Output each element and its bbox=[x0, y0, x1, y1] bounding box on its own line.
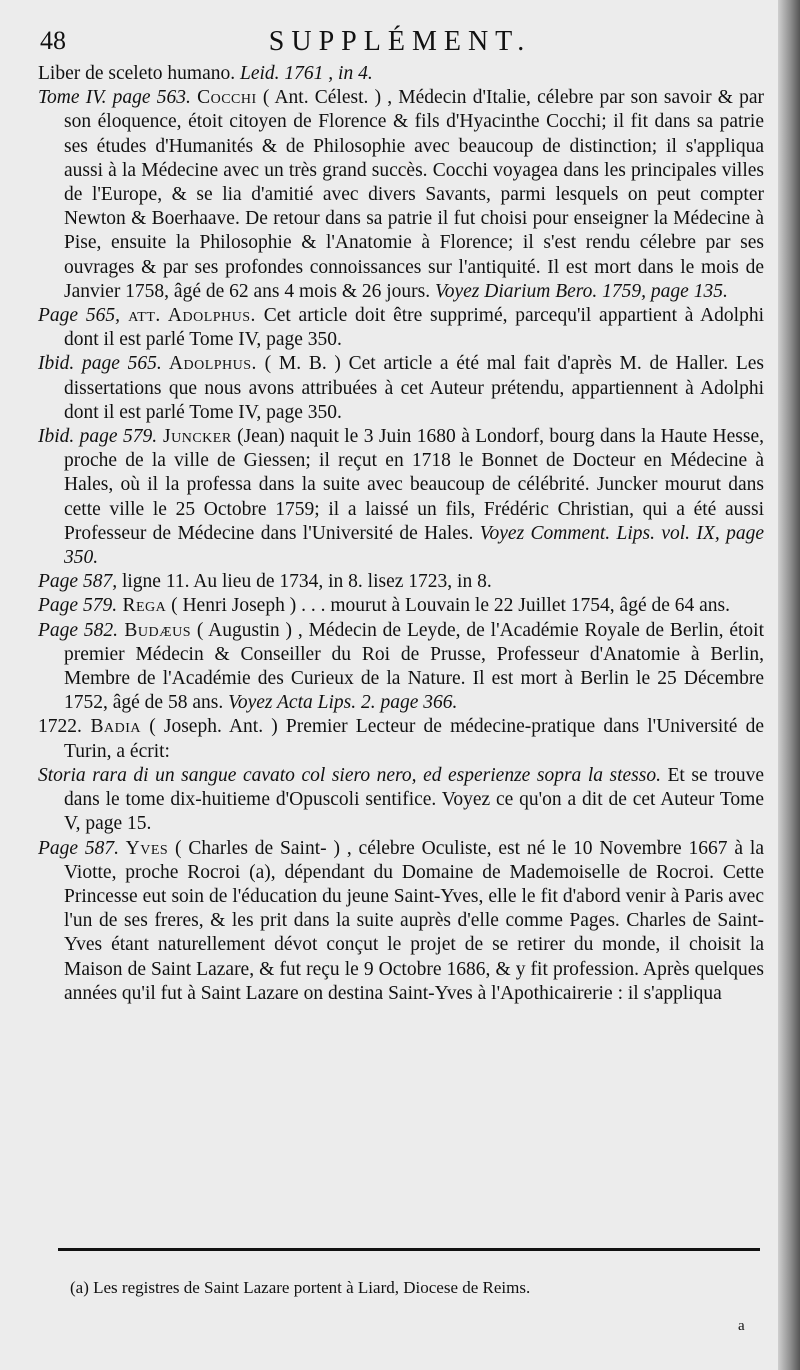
entry bbox=[38, 86, 764, 304]
signature-mark: a bbox=[738, 1318, 745, 1334]
entry-name: Badia bbox=[81, 716, 142, 738]
book-gutter bbox=[778, 0, 800, 1370]
page-number: 48 bbox=[40, 26, 66, 55]
entry-citation: Voyez Acta Lips. 2. page 366. bbox=[228, 692, 458, 714]
entry bbox=[38, 425, 764, 570]
entry-citation: Voyez Diarium Bero. 1759, page 135. bbox=[435, 280, 728, 302]
entry-text: Et se trouve dans le tome dix-huitieme d'Opuscoli sentifice. Voyez ce qu'on a dit de cet Auteur Tome V, page 15. bbox=[64, 764, 764, 835]
entry-name: Budæus bbox=[118, 619, 191, 641]
entry-reference: Page 587. bbox=[38, 837, 120, 859]
entry bbox=[38, 619, 764, 716]
entry-text: ligne 11. Au lieu de 1734, in 8. lisez 1723, in 8. bbox=[117, 571, 492, 593]
entry-reference: Page 565, bbox=[38, 305, 120, 327]
entry-name: Adolphus. bbox=[161, 353, 257, 375]
running-title: SUPPLÉMENT. bbox=[268, 26, 532, 57]
entry-reference: Ibid. page 579. bbox=[38, 426, 158, 448]
entry-year: 1722. bbox=[38, 716, 82, 738]
footnote: (a) Les registres de Saint Lazare portent à Liard, Diocese de Reims. bbox=[70, 1278, 531, 1297]
entry-name: Rega bbox=[117, 595, 167, 617]
page-header bbox=[40, 26, 760, 60]
entry bbox=[38, 352, 764, 425]
entry bbox=[38, 304, 764, 352]
footnote-rule bbox=[58, 1248, 760, 1251]
entry-text: ( Joseph. Ant. ) Premier Lecteur de médecine-pratique dans l'Université de Turin, a écrit: bbox=[64, 716, 764, 762]
entry bbox=[38, 764, 764, 837]
entry-text: ( M. B. ) Cet article a été mal fait d'après M. de Haller. Les dissertations que nous avons attribuées à cet Auteur prétendu, appartiennent à Adolphi dont il est parlé Tome IV, page 350. bbox=[64, 353, 764, 423]
entry-text: ( Charles de Saint- ) , célebre Oculiste, est né le 10 Novembre 1667 à la Viotte, proche Rocroi (a), dépendant du Domaine de Mademoiselle de Rocroi. Cette Princesse eut soin de l'éducation du jeune Saint-Yves, elle le fit d'abord venir à Paris avec l'un de ses freres, & les prit dans la suite auprès d'elle comme Pages. Charles de Saint-Yves étant naturellement dévot conçut le projet de se retirer du monde, il choisit la Maison de Saint Lazare, & fut reçu le 9 Octobre 1686, & y fit profession. Après quelques années qu'il fut à Saint Lazare on destina Saint-Yves à l'Apothicairerie : il s'appliqua bbox=[64, 837, 764, 1004]
entry-reference: Ibid. page 565. bbox=[38, 353, 162, 375]
entry-name: att. Adolphus. bbox=[119, 305, 256, 327]
entry-text: ( Henri Joseph ) . . . mourut à Louvain le 22 Juillet 1754, âgé de 64 ans. bbox=[166, 595, 730, 617]
entry-work-title: Storia rara di un sangue cavato col siero nero, ed esperienze sopra la stesso. bbox=[38, 764, 661, 786]
entry-text: ( Augustin ) , Médecin de Leyde, de l'Académie Royale de Berlin, étoit premier Médecin & Conseiller du Roi de Prusse, Professeur d'Anatomie à Berlin, Membre de l'Académie des Curieux de la Nature. Il est mort à Berlin le 25 Décembre 1752, âgé de 58 ans. bbox=[64, 619, 764, 714]
entry-text: ( Ant. Célest. ) , Médecin d'Italie, célebre par son savoir & par son éloquence, étoit citoyen de Florence & fils d'Hyacinthe Cocchi; il fit dans sa patrie ses études d'Humanités & de Philosophie avec beaucoup de distinction; il s'appliqua aussi à la Médecine avec un très grand succès. Cocchi voyagea dans les principales villes de l'Europe, & se lia d'amitié avec divers Savants, parmi lesquels on peut compter Newton & Boerhaave. De retour dans sa patrie il fut choisi pour enseigner la Médecine à Pise, ensuite la Philosophie & l'Anatomie à Florence; il s'est rendu célebre par ses ouvrages & par ses profondes connoissances sur l'antiquité. Il est mort dans le mois de Janvier 1758, âgé de 62 ans 4 mois & 26 jours. bbox=[64, 87, 765, 302]
entry-name: Yves bbox=[119, 837, 169, 859]
entry-text: Cet article doit être supprimé, parcequ'il appartient à Adolphi dont il est parlé Tome IV, page 350. bbox=[64, 305, 764, 351]
entry-name: Cocchi bbox=[197, 87, 257, 109]
entry-reference: Page 587, bbox=[38, 571, 118, 593]
entry-text: (Jean) naquit le 3 Juin 1680 à Londorf, bourg dans la Haute Hesse, proche de la ville de Giessen; il reçut en 1718 le Bonnet de Docteur en Médecine à Hales, où il la professa dans la suite avec beaucoup de célébrité. Juncker mourut dans cette ville le 25 Octobre 1759; il a laissé un fils, Frédéric Christian, qui a été aussi Professeur de Médecine dans l'Université de Hales. bbox=[64, 426, 764, 544]
entry: Liber de sceleto humano. Leid. 1761 , in 4. bbox=[38, 63, 373, 84]
entry-reference: Page 579. bbox=[38, 595, 118, 617]
entry-citation: Voyez Comment. Lips. vol. IX, page 350. bbox=[64, 522, 764, 569]
entry bbox=[38, 594, 764, 618]
entry-name: Juncker bbox=[157, 426, 232, 448]
entry bbox=[38, 715, 764, 763]
entry bbox=[38, 837, 764, 1006]
entry bbox=[38, 570, 764, 594]
entry-reference: Page 582. bbox=[38, 619, 119, 641]
entry-reference: Tome IV. page 563. bbox=[38, 87, 191, 109]
page-body bbox=[38, 62, 764, 1006]
